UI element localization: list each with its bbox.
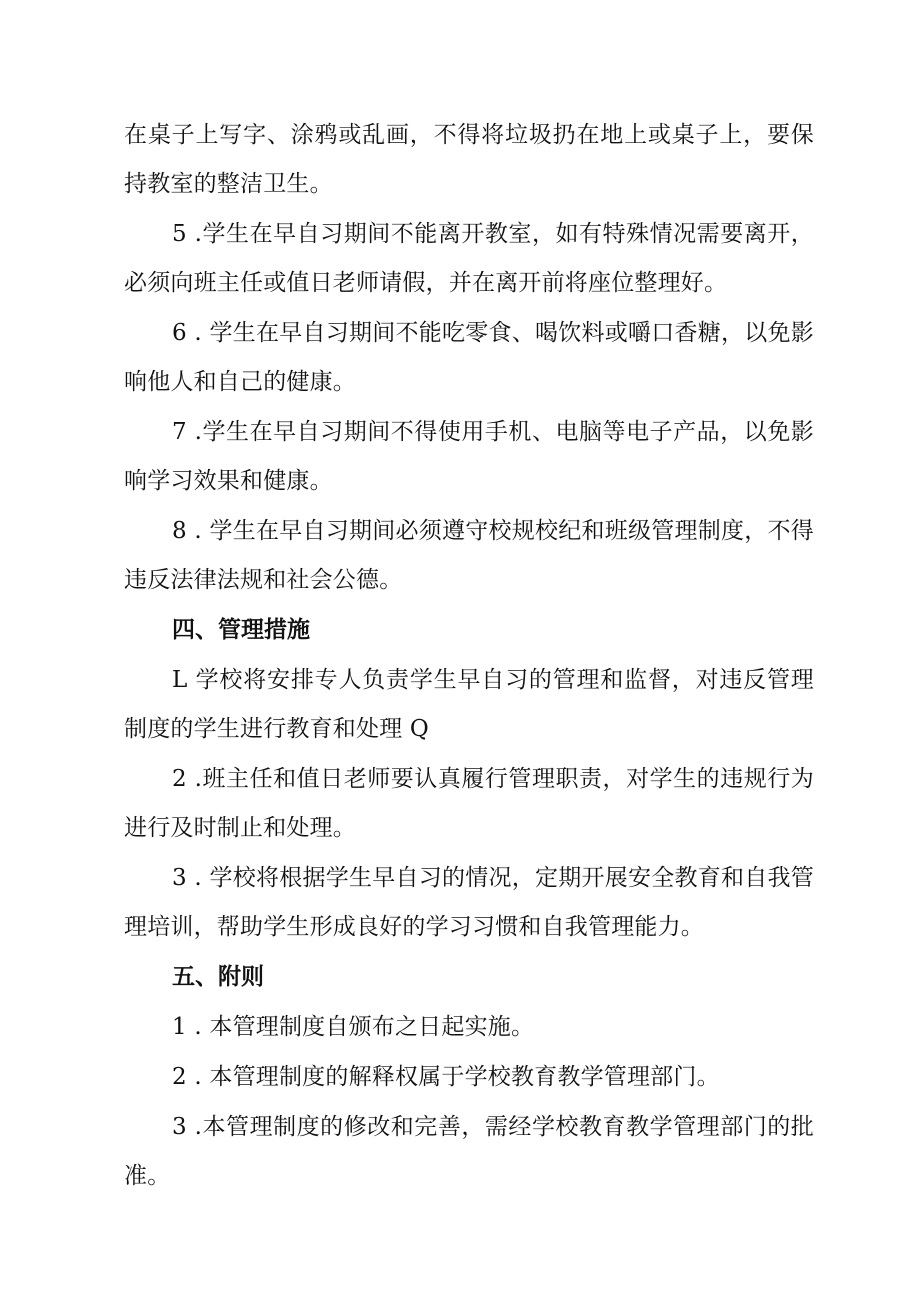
paragraph-rule-5: 5 .学生在早自习期间不能离开教室，如有特殊情况需要离开，必须向班主任或值日老师请假，并在离开前将座位整理好。 [124,221,814,296]
paragraph-continuation: 在桌子上写字、涂鸦或乱画，不得将垃圾扔在地上或桌子上，要保持教室的整洁卫生。 [124,122,814,197]
paragraph-rule-6: 6 . 学生在早自习期间不能吃零食、喝饮料或嚼口香糖，以免影响他人和自己的健康。 [124,320,814,395]
paragraph-rule-8: 8 . 学生在早自习期间必须遵守校规校纪和班级管理制度，不得违反法律法规和社会公德。 [124,518,814,593]
paragraph-appendix-1: 1 . 本管理制度自颁布之日起实施。 [172,1014,535,1040]
paragraph-measure-3: 3 . 学校将根据学生早自习的情况，定期开展安全教育和自我管理培训，帮助学生形成良好的学习习惯和自我管理能力。 [124,865,814,940]
document-page [124,111,814,1202]
paragraph-appendix-2: 2 . 本管理制度的解释权属于学校教育教学管理部门。 [172,1064,720,1090]
paragraph-measure-2: 2 .班主任和值日老师要认真履行管理职责，对学生的违规行为进行及时制止和处理。 [124,766,814,841]
section-heading-management: 四、管理措施 [172,617,310,643]
paragraph-appendix-3: 3 .本管理制度的修改和完善，需经学校教育教学管理部门的批准。 [124,1114,814,1189]
paragraph-measure-1: L 学校将安排专人负责学生早自习的管理和监督，对违反管理制度的学生进行教育和处理 Q [124,667,814,742]
paragraph-rule-7: 7 .学生在早自习期间不得使用手机、电脑等电子产品，以免影响学习效果和健康。 [124,419,814,494]
section-heading-appendix: 五、附则 [172,964,264,990]
